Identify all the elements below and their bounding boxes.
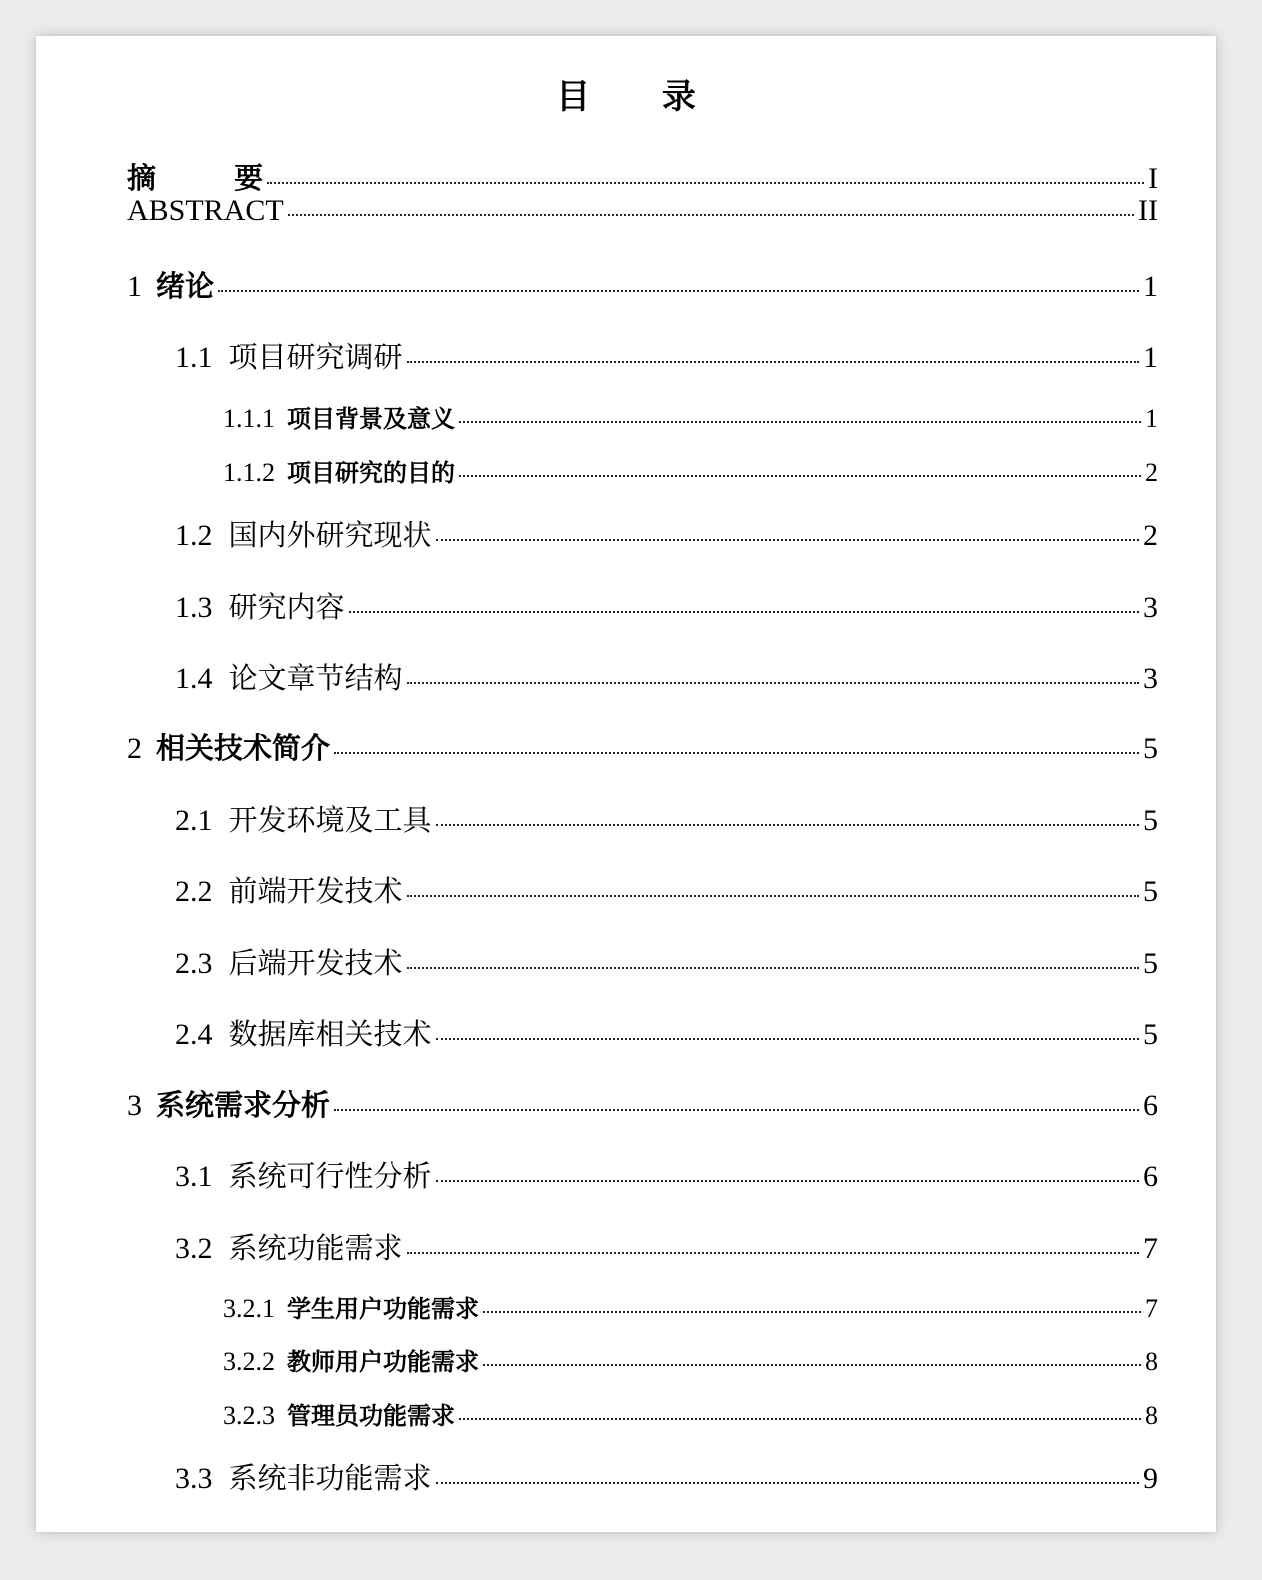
dot-leader (459, 475, 1141, 477)
toc-entry-label: ABSTRACT (127, 194, 284, 227)
toc-entry-section-1-1[interactable] (175, 335, 1158, 376)
toc-entry-number: 1.3 (175, 591, 213, 624)
dot-leader (407, 967, 1139, 969)
toc-entry-label: 开发环境及工具 (228, 803, 432, 837)
toc-entry-label: 摘 要 (127, 161, 298, 195)
toc-entry-number: 3.2.3 (223, 1401, 275, 1430)
toc-entry-page: 7 (1143, 1232, 1158, 1265)
toc-entry-subsection-1-1-2[interactable] (223, 453, 1158, 488)
dot-leader (334, 1109, 1139, 1111)
dot-leader (483, 1311, 1141, 1313)
dot-leader (436, 1482, 1139, 1484)
toc-entry-number: 3.3 (175, 1462, 213, 1495)
toc-entry-number: 3.2.1 (223, 1294, 275, 1323)
toc-entry-subsection-3-2-3[interactable] (223, 1396, 1158, 1431)
toc-entry-page: 5 (1143, 804, 1158, 837)
dot-leader (288, 214, 1134, 216)
toc-entry-label: 项目研究调研 (228, 340, 403, 374)
toc-entry-label: 系统非功能需求 (228, 1461, 432, 1495)
toc-entry-chapter-3[interactable] (127, 1083, 1158, 1124)
toc-entry-page: 6 (1143, 1160, 1158, 1193)
dot-leader (407, 1252, 1139, 1254)
toc-entry-number: 2.3 (175, 947, 213, 980)
dot-leader (334, 752, 1139, 754)
toc-entry-section-2-4[interactable] (175, 1012, 1158, 1053)
toc-entry-page: 6 (1143, 1089, 1158, 1122)
toc-entry-section-3-2[interactable] (175, 1226, 1158, 1267)
toc-entry-number: 1.4 (175, 662, 213, 695)
toc-entry-page: 5 (1143, 732, 1158, 765)
toc-entry-label: 项目背景及意义 (287, 405, 455, 433)
dot-leader (459, 1418, 1141, 1420)
toc-entry-abstract-en[interactable] (127, 194, 1158, 228)
toc-entry-number: 3.2 (175, 1232, 213, 1265)
toc-entry-page: 8 (1145, 1401, 1158, 1430)
toc-entry-label: 系统需求分析 (156, 1088, 331, 1122)
toc-entry-label: 数据库相关技术 (228, 1017, 432, 1051)
dot-leader (436, 824, 1139, 826)
toc-entry-label: 学生用户功能需求 (287, 1295, 479, 1323)
dot-leader (459, 421, 1141, 423)
toc-entry-number: 1.1.2 (223, 458, 275, 487)
toc-entry-section-2-1[interactable] (175, 798, 1158, 839)
toc-entry-number: 2.4 (175, 1018, 213, 1051)
toc-entry-page: 5 (1143, 875, 1158, 908)
toc-entry-number: 3 (127, 1089, 142, 1122)
toc-entry-section-3-1[interactable] (175, 1154, 1158, 1195)
toc-entry-number: 1.1.1 (223, 404, 275, 433)
toc-entry-label: 系统功能需求 (228, 1231, 403, 1265)
toc-entry-page: 7 (1145, 1294, 1158, 1323)
toc-entry-page: 3 (1143, 662, 1158, 695)
dot-leader (407, 895, 1139, 897)
dot-leader (349, 611, 1139, 613)
toc-entry-section-1-4[interactable] (175, 656, 1158, 697)
toc-entry-page: 2 (1145, 458, 1158, 487)
toc-entry-section-3-3[interactable] (175, 1456, 1158, 1497)
dot-leader (407, 361, 1139, 363)
toc-entry-number: 2.2 (175, 875, 213, 908)
toc-title: 目 录 (556, 77, 726, 117)
toc-entry-page: 9 (1143, 1462, 1158, 1495)
toc-entry-number: 2 (127, 732, 142, 765)
toc-entry-number: 2.1 (175, 804, 213, 837)
toc-entry-chapter-1[interactable] (127, 264, 1158, 305)
dot-leader (436, 1180, 1139, 1182)
dot-leader (436, 539, 1139, 541)
toc-entry-number: 3.2.2 (223, 1347, 275, 1376)
dot-leader (407, 682, 1139, 684)
toc-entry-page: II (1138, 194, 1158, 227)
toc-entry-number: 1.1 (175, 341, 213, 374)
toc-entry-page: 5 (1143, 947, 1158, 980)
dot-leader (436, 1038, 1139, 1040)
toc-entry-label: 系统可行性分析 (228, 1159, 432, 1193)
toc-entry-section-1-3[interactable] (175, 585, 1158, 626)
toc-entry-label: 绪论 (156, 269, 215, 303)
toc-entry-label: 管理员功能需求 (287, 1402, 455, 1430)
toc-entry-label: 论文章节结构 (228, 661, 403, 695)
document-page (36, 36, 1216, 1532)
toc-entry-page: 5 (1143, 1018, 1158, 1051)
toc-entry-abstract-cn[interactable] (127, 156, 1158, 197)
dot-leader (483, 1364, 1141, 1366)
toc-entry-label: 国内外研究现状 (228, 518, 432, 552)
toc-entry-number: 1 (127, 270, 142, 303)
toc-entry-page: I (1148, 162, 1158, 195)
toc-entry-page: 2 (1143, 519, 1158, 552)
toc-entry-label: 后端开发技术 (228, 946, 403, 980)
toc-entry-label: 相关技术简介 (156, 731, 331, 765)
toc-entry-chapter-2[interactable] (127, 726, 1158, 767)
dot-leader (218, 290, 1139, 292)
toc-entry-page: 1 (1143, 341, 1158, 374)
toc-entry-page: 1 (1145, 404, 1158, 433)
toc-entry-label: 前端开发技术 (228, 874, 403, 908)
toc-entry-label: 项目研究的目的 (287, 459, 455, 487)
toc-entry-subsection-3-2-2[interactable] (223, 1342, 1158, 1377)
toc-entry-page: 1 (1143, 270, 1158, 303)
toc-entry-label: 研究内容 (228, 590, 345, 624)
dot-leader (267, 182, 1144, 184)
toc-entry-section-2-3[interactable] (175, 941, 1158, 982)
toc-entry-number: 3.1 (175, 1160, 213, 1193)
toc-entry-subsection-3-2-1[interactable] (223, 1289, 1158, 1324)
toc-entry-page: 8 (1145, 1347, 1158, 1376)
toc-entry-label: 教师用户功能需求 (287, 1348, 479, 1376)
toc-entry-number: 1.2 (175, 519, 213, 552)
toc-entry-section-2-2[interactable] (175, 869, 1158, 910)
toc-entry-page: 3 (1143, 591, 1158, 624)
toc-entry-subsection-1-1-1[interactable] (223, 399, 1158, 434)
toc-entry-section-1-2[interactable] (175, 513, 1158, 554)
